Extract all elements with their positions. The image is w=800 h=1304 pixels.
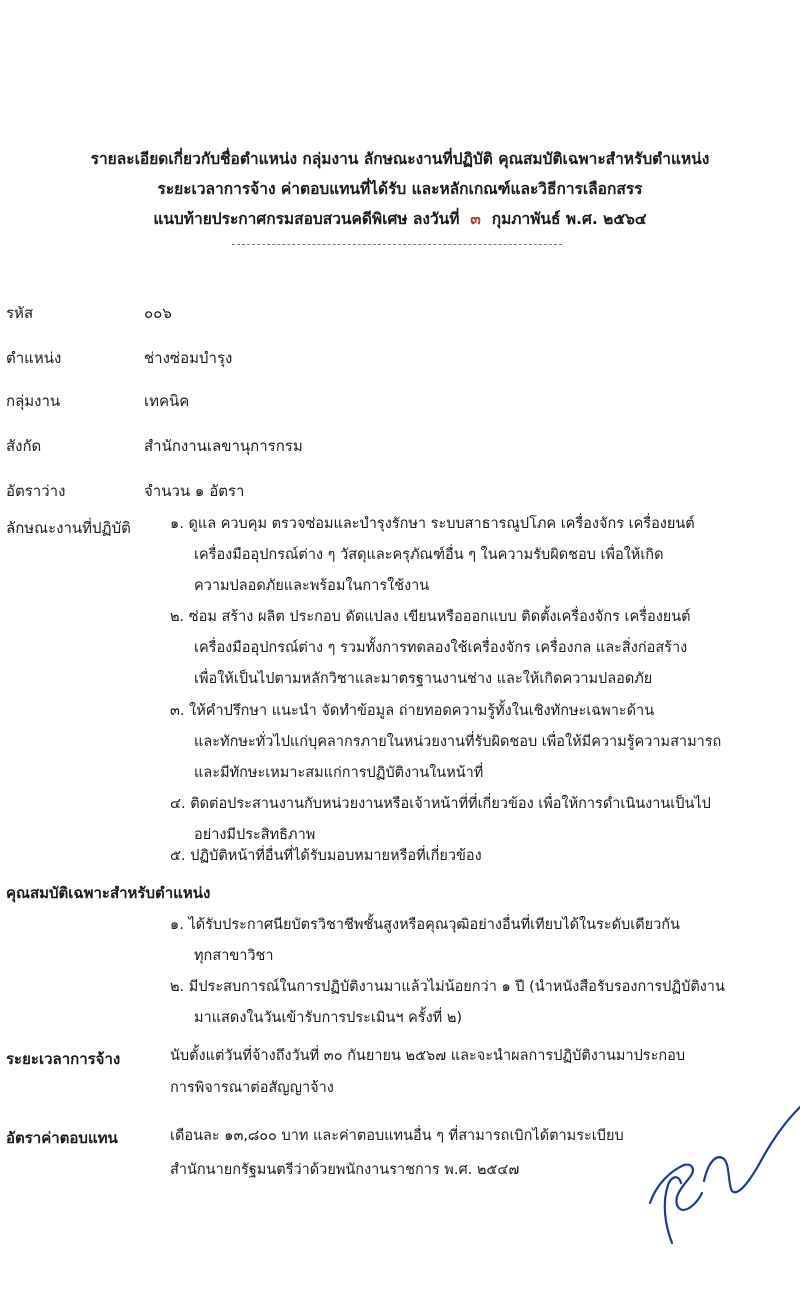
compensation-value: [170, 1119, 624, 1187]
heading-line-1: รายละเอียดเกี่ยวกับชื่อตำแหน่ง กลุ่มงาน ลักษณะงานที่ปฏิบัติ คุณสมบัติเฉพาะสำหรับตำแหน่ง: [90, 150, 710, 168]
duty-text: ติดต่อประสานงานกับหน่วยงานหรือเจ้าหน้าที่ที่เกี่ยวข้อง เพื่อให้การดำเนินงานเป็นไป: [190, 796, 711, 812]
duty-number: ๕.: [170, 848, 186, 864]
qualifications-label: คุณสมบัติเฉพาะสำหรับตำแหน่ง: [6, 884, 211, 902]
duty-item-5: [170, 841, 482, 872]
duty-number: ๓.: [170, 703, 185, 719]
duty-text: ปฏิบัติหน้าที่อื่นที่ได้รับมอบหมายหรือที่เกี่ยวข้อง: [190, 848, 482, 864]
duty-number: ๒.: [170, 609, 185, 625]
handwritten-signature: [632, 1085, 800, 1255]
duty-text: ซ่อม สร้าง ผลิต ประกอบ ดัดแปลง เขียนหรือออกแบบ ติดตั้งเครื่องจักร เครื่องยนต์: [188, 609, 691, 625]
heading-line-2: ระยะเวลาการจ้าง ค่าตอบแทนที่ได้รับ และหลักเกณฑ์และวิธีการเลือกสรร: [157, 180, 643, 198]
qualification-text: มาแสดงในวันเข้ารับการประเมินฯ ครั้งที่ ๒): [194, 1010, 463, 1026]
employment-period-label: ระยะเวลาการจ้าง: [6, 1050, 121, 1068]
qualification-text: ได้รับประกาศนียบัตรวิชาชีพชั้นสูงหรือคุณวุฒิอย่างอื่นที่เทียบได้ในระดับเดียวกัน: [188, 917, 680, 933]
position-label: ตำแหน่ง: [6, 349, 62, 367]
duty-text: เครื่องมืออุปกรณ์ต่าง ๆ วัสดุและครุภัณฑ์อื่น ๆ ในความรับผิดชอบ เพื่อให้เกิด: [194, 547, 664, 563]
employment-period-value: [170, 1040, 685, 1104]
duty-text: อย่างมีประสิทธิภาพ: [194, 827, 316, 843]
duty-text: ความปลอดภัยและพร้อมในการใช้งาน: [194, 578, 430, 594]
heading-line-3: [0, 204, 800, 234]
compensation-text: เดือนละ ๑๓,๘๐๐ บาท และค่าตอบแทนอื่น ๆ ที่สามารถเบิกได้ตามระเบียบ: [170, 1128, 624, 1144]
announcement-day: ๓: [470, 210, 481, 228]
qualification-number: ๒.: [170, 979, 185, 995]
signature-strokes: [650, 1107, 800, 1243]
qualification-text: มีประสบการณ์ในการปฏิบัติงานมาแล้วไม่น้อยกว่า ๑ ปี (นำหนังสือรับรองการปฏิบัติงาน: [188, 979, 725, 995]
document-heading: [0, 144, 800, 234]
group-label: กลุ่มงาน: [6, 392, 61, 410]
qualification-text: ทุกสาขาวิชา: [194, 948, 274, 964]
heading-line-3-prefix: แนบท้ายประกาศกรมสอบสวนคดีพิเศษ ลงวันที่: [153, 210, 460, 228]
duty-text: และมีทักษะเหมาะสมแก่การปฏิบัติงานในหน้าที่: [194, 765, 484, 781]
affiliation-label: สังกัด: [6, 437, 42, 455]
duty-item-3: [170, 696, 721, 789]
duties-label: ลักษณะงานที่ปฏิบัติ: [6, 519, 131, 537]
heading-divider: [232, 244, 562, 245]
duty-text: ให้คำปรึกษา แนะนำ จัดทำข้อมูล ถ่ายทอดความรู้ทั้งในเชิงทักษะเฉพาะด้าน: [189, 703, 655, 719]
duty-number: ๔.: [170, 796, 186, 812]
duty-item-1: [170, 509, 695, 602]
employment-period-text: การพิจารณาต่อสัญญาจ้าง: [170, 1080, 334, 1096]
duty-text: ดูแล ควบคุม ตรวจซ่อมและบำรุงรักษา ระบบสาธารณูปโภค เครื่องจักร เครื่องยนต์: [188, 516, 695, 532]
duty-item-2: [170, 602, 691, 695]
group-value: เทคนิค: [144, 392, 190, 410]
duty-text: และทักษะทั่วไปแก่บุคลากรภายในหน่วยงานที่รับผิดชอบ เพื่อให้มีความรู้ความสามารถ: [194, 734, 722, 750]
affiliation-value: สำนักงานเลขานุการกรม: [144, 437, 303, 455]
code-value: ๐๐๖: [144, 304, 172, 322]
vacancy-label: อัตราว่าง: [6, 482, 66, 500]
heading-line-3-suffix: กุมภาพันธ์ พ.ศ. ๒๕๖๔: [491, 210, 647, 228]
duty-number: ๑.: [170, 516, 184, 532]
code-label: รหัส: [6, 304, 34, 322]
qualification-number: ๑.: [170, 917, 184, 933]
qualification-item-1: [170, 910, 680, 972]
duty-text: เพื่อให้เป็นไปตามหลักวิชาและมาตรฐานงานช่าง และให้เกิดความปลอดภัย: [194, 671, 653, 687]
compensation-label: อัตราค่าตอบแทน: [6, 1129, 118, 1147]
vacancy-value: จำนวน ๑ อัตรา: [144, 482, 245, 500]
duty-text: เครื่องมืออุปกรณ์ต่าง ๆ รวมทั้งการทดลองใช้เครื่องจักร เครื่องกล และสิ่งก่อสร้าง: [194, 640, 688, 656]
qualification-item-2: [170, 972, 725, 1034]
position-value: ช่างซ่อมบำรุง: [144, 349, 233, 367]
employment-period-text: นับตั้งแต่วันที่จ้างถึงวันที่ ๓๐ กันยายน ๒๕๖๗ และจะนำผลการปฏิบัติงานมาประกอบ: [170, 1048, 686, 1064]
compensation-text: สำนักนายกรัฐมนตรีว่าด้วยพนักงานราชการ พ.ศ. ๒๕๔๗: [170, 1162, 520, 1178]
